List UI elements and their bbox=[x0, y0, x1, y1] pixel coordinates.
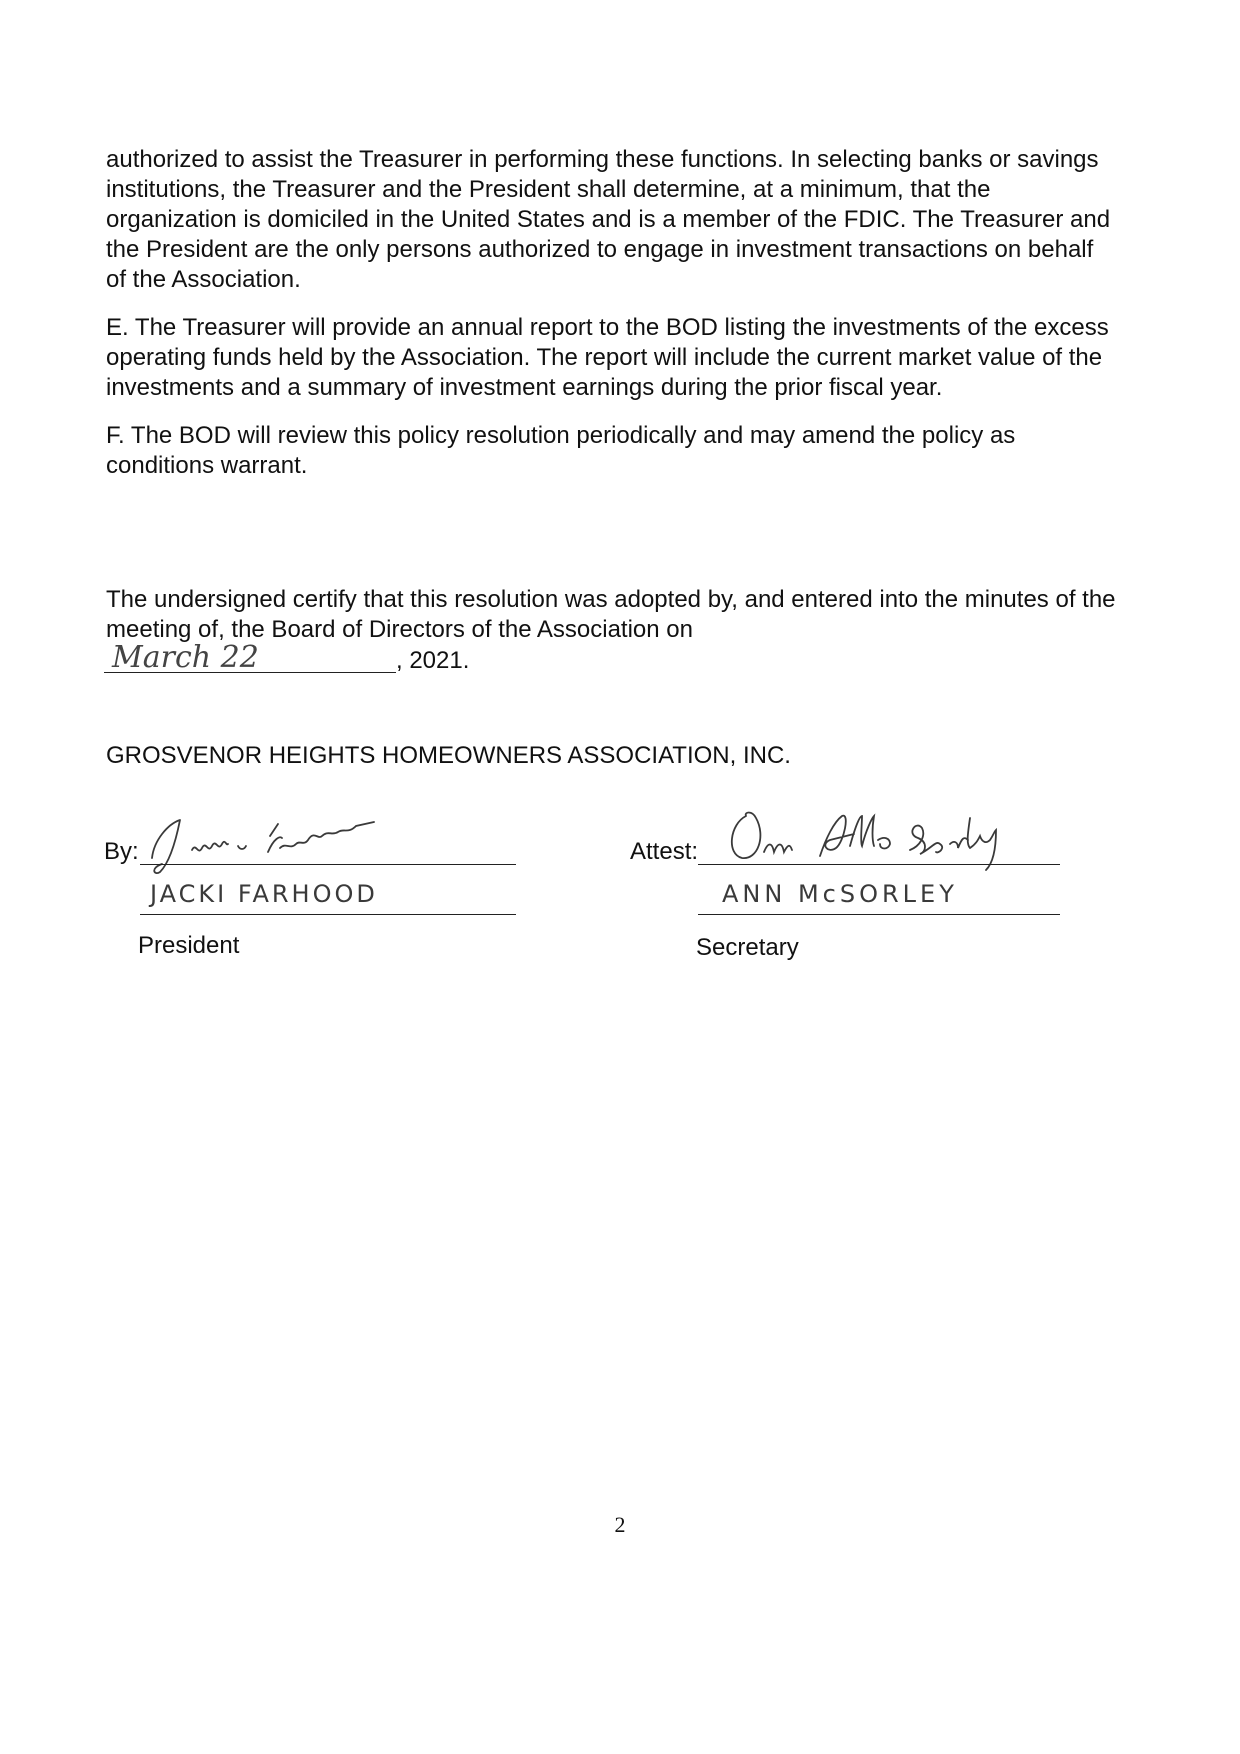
president-printed-name: JACKI FARHOOD bbox=[150, 880, 378, 908]
certification-block bbox=[106, 585, 1116, 645]
document-body bbox=[106, 145, 1116, 481]
by-label: By: bbox=[104, 838, 139, 865]
paragraph-d-continued: authorized to assist the Treasurer in performing these functions. In selecting banks or savings institutions, the Treasurer and the President shall determine, at a minimum, that the organization is domiciled in the United States and is a member of the FDIC. The Treasurer and the President are the only persons authorized to engage in investment transactions on behalf of the Association. bbox=[106, 146, 1111, 293]
paragraph-e: E. The Treasurer will provide an annual report to the BOD listing the investments of the excess operating funds held by the Association. The report will include the current market value of the investments and a summary of investment earnings during the prior fiscal year. bbox=[106, 314, 1109, 401]
president-name-line bbox=[140, 914, 516, 915]
president-title: President bbox=[138, 932, 240, 959]
secretary-title: Secretary bbox=[696, 934, 799, 961]
secretary-printed-name: ANN McSORLEY bbox=[722, 880, 958, 908]
organization-name: GROSVENOR HEIGHTS HOMEOWNERS ASSOCIATION, INC. bbox=[106, 742, 791, 769]
page-number: 2 bbox=[614, 1512, 626, 1537]
secretary-signature-line bbox=[698, 864, 1060, 865]
president-signature-line bbox=[140, 864, 516, 865]
attest-label: Attest: bbox=[630, 838, 699, 865]
year-text: , 2021. bbox=[396, 647, 470, 674]
paragraph-f: F. The BOD will review this policy resolution periodically and may amend the policy as conditions warrant. bbox=[106, 422, 1016, 479]
secretary-name-line bbox=[698, 914, 1060, 915]
president-signature bbox=[140, 806, 440, 876]
handwritten-date: March 22 bbox=[112, 640, 259, 675]
certification-text: The undersigned certify that this resolution was adopted by, and entered into the minutes of the meeting of, the Board of Directors of the Association on bbox=[106, 586, 1116, 643]
